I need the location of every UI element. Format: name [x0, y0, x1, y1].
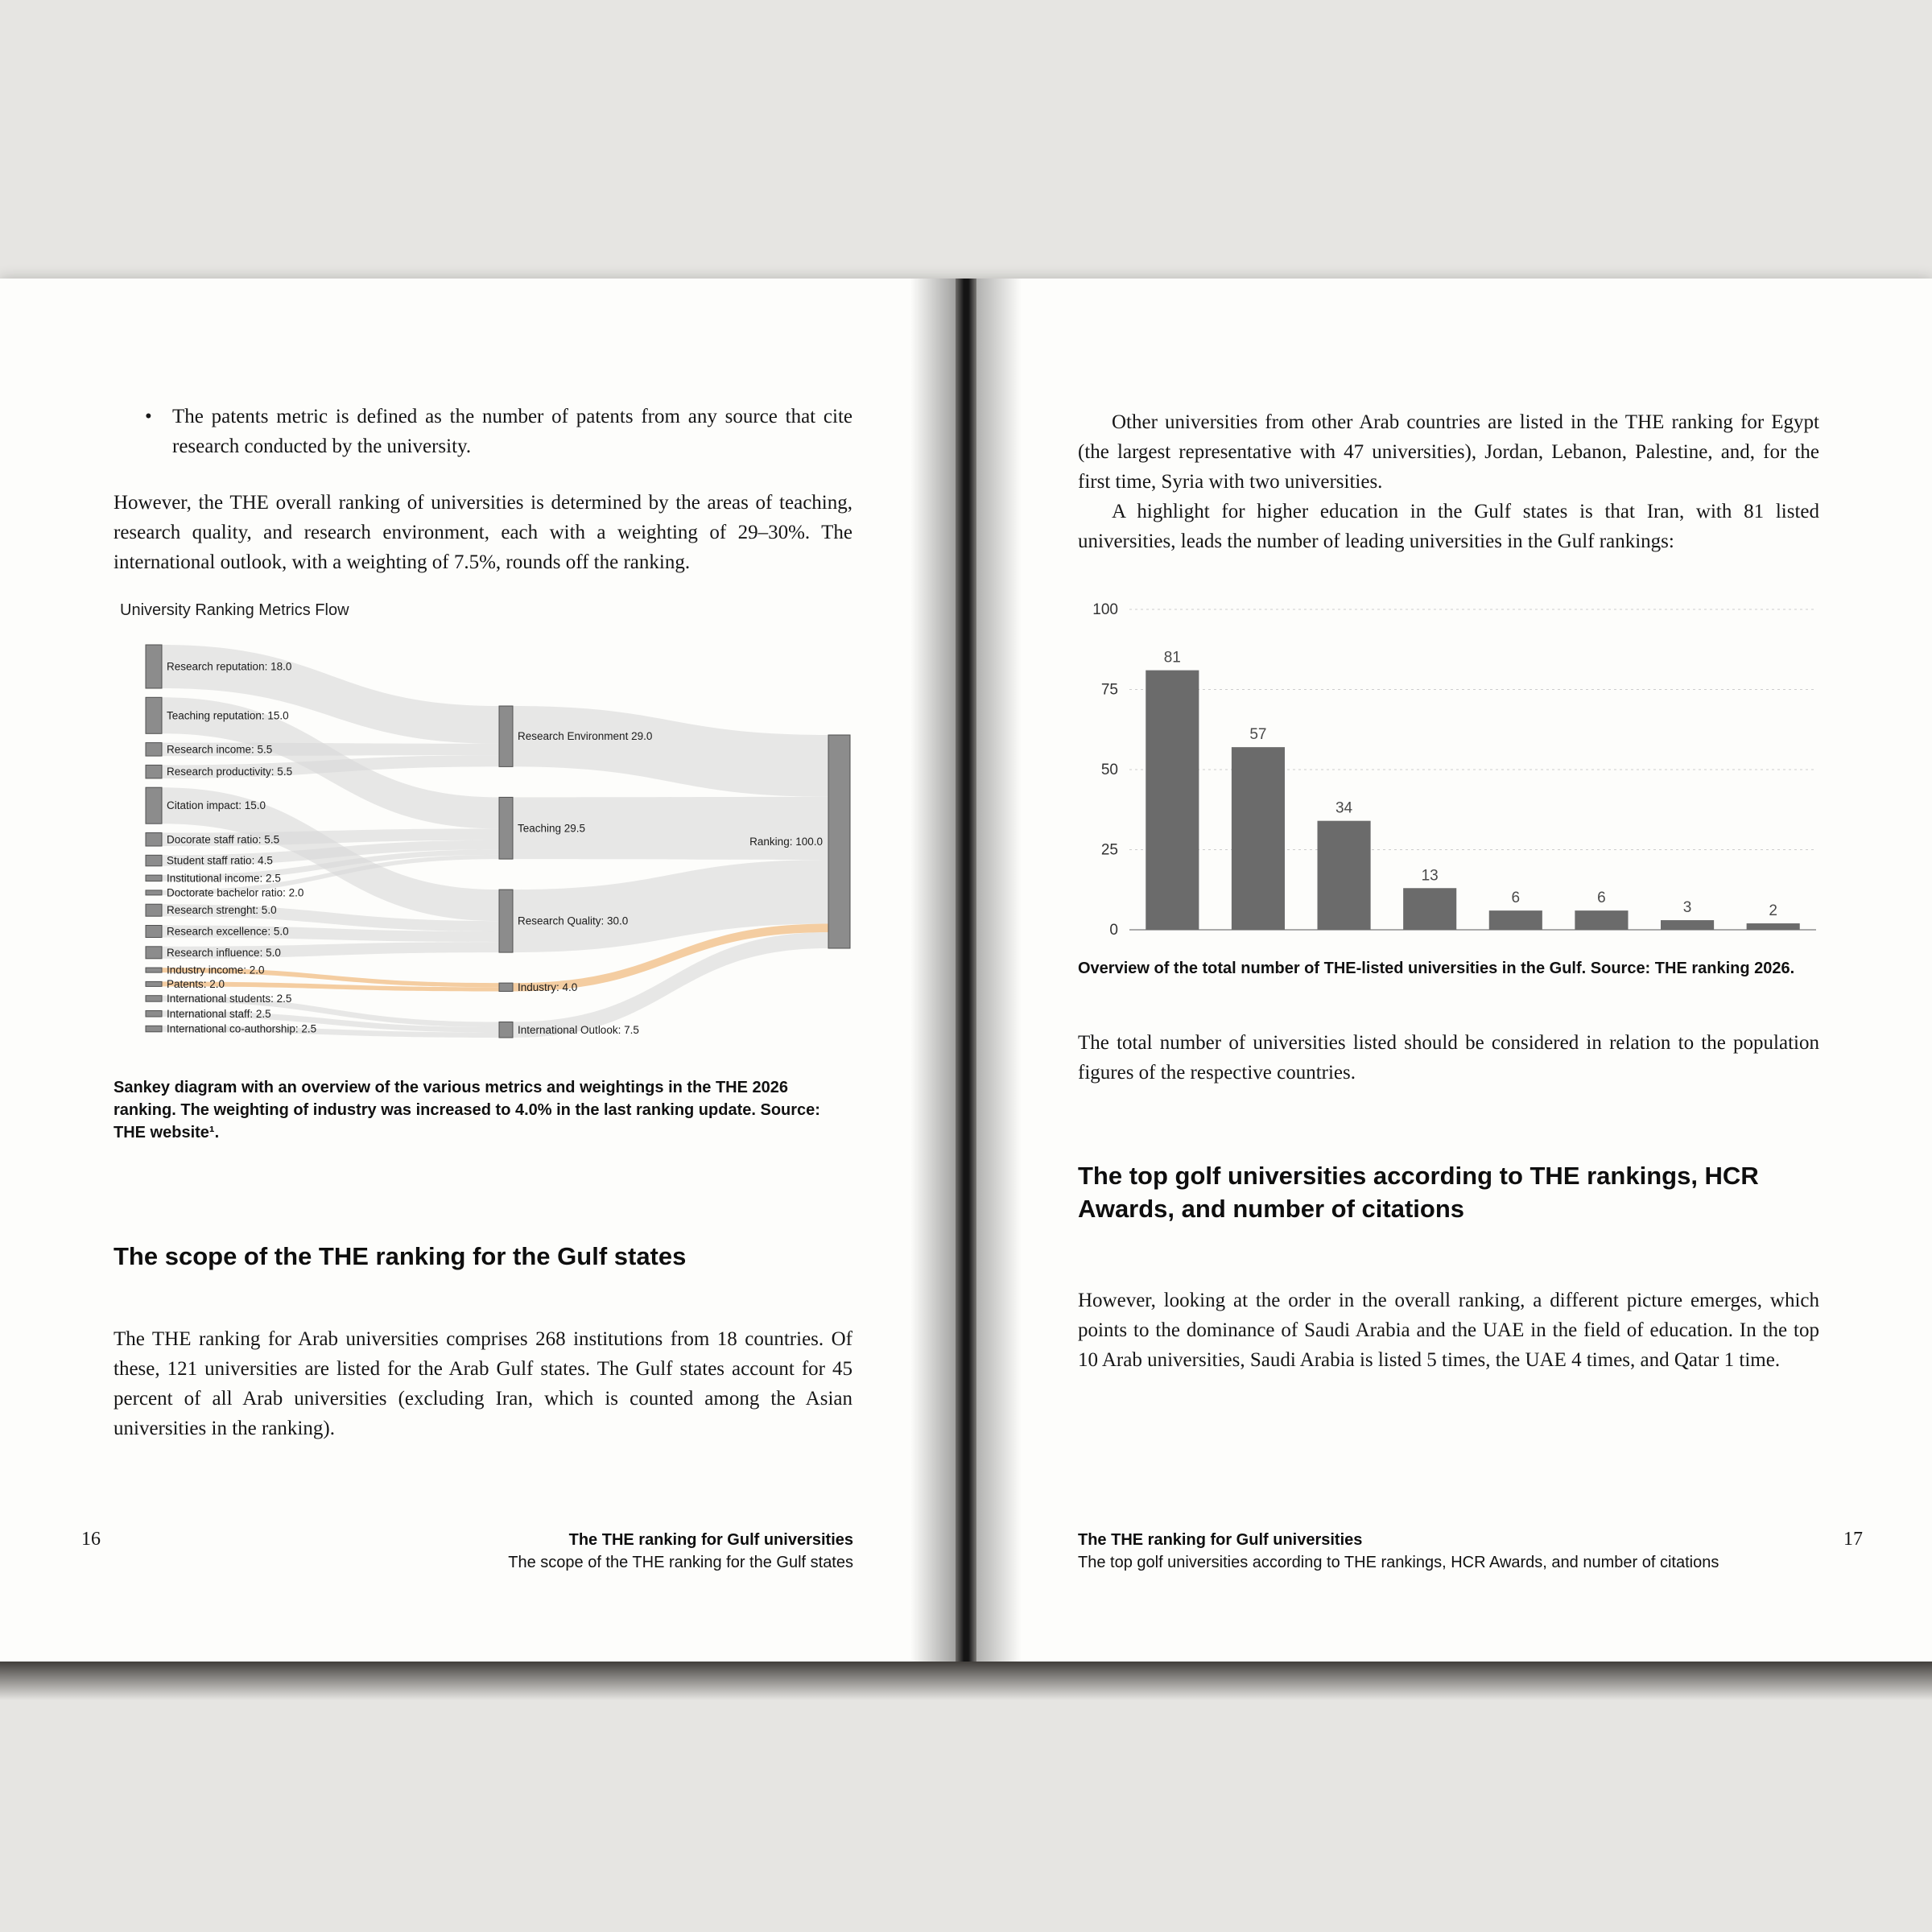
svg-text:6: 6	[1511, 890, 1521, 907]
section-heading-scope: The scope of the THE ranking for the Gulf states	[114, 1242, 687, 1270]
bullet-item-patents	[114, 402, 852, 461]
svg-text:Research productivity: 5.5: Research productivity: 5.5	[167, 766, 293, 778]
open-book-pages	[0, 279, 1932, 1662]
svg-text:0: 0	[1109, 922, 1118, 936]
svg-text:Docorate staff ratio: 5.5: Docorate staff ratio: 5.5	[167, 833, 280, 846]
sankey-chart-title: University Ranking Metrics Flow	[120, 601, 349, 619]
svg-text:57: 57	[1249, 726, 1267, 744]
svg-text:Industry income: 2.0: Industry income: 2.0	[167, 964, 265, 976]
page-left-footer	[508, 1529, 853, 1574]
svg-text:Doctorate bachelor ratio: 2.0: Doctorate bachelor ratio: 2.0	[167, 886, 304, 899]
svg-text:75: 75	[1100, 681, 1118, 699]
paragraph-dominance: However, looking at the order in the overall ranking, a different picture emerges, which points to the dominance of Saudi Arabia and the UAE in the field of education. In the top 10 Arab universities, Saudi Arabia is listed 5 times, the UAE 4 times, and Qatar 1 time.	[1078, 1290, 1819, 1371]
svg-text:Research influence: 5.0: Research influence: 5.0	[167, 946, 281, 959]
paragraph-ranking-areas: However, the THE overall ranking of universities is determined by the areas of teaching, research quality, and research environment, each with a weighting of 29–30%. The international outlook, with a weighting of 7.5%, rounds off the ranking.	[114, 492, 852, 573]
svg-text:International students: 2.5: International students: 2.5	[167, 992, 292, 1005]
page-left-content	[114, 279, 852, 1443]
svg-text:13: 13	[1421, 867, 1439, 885]
page-number-right: 17	[1843, 1529, 1863, 1550]
svg-text:Teaching 29.5: Teaching 29.5	[518, 822, 586, 835]
svg-text:Research Quality: 30.0: Research Quality: 30.0	[518, 914, 629, 927]
svg-text:3: 3	[1682, 899, 1692, 917]
svg-text:International staff: 2.5: International staff: 2.5	[167, 1007, 271, 1020]
paragraph-highlight-iran: A highlight for higher education in the Gulf states is that Iran, with 81 listed universities, leads the number of leading universities in the Gulf rankings:	[1078, 501, 1819, 552]
svg-text:Teaching reputation: 15.0: Teaching reputation: 15.0	[167, 709, 289, 722]
footer-section-title-right: The top golf universities according to THE rankings, HCR Awards, and number of citations	[1078, 1554, 1719, 1571]
page-right	[976, 279, 1932, 1662]
page-left	[0, 279, 956, 1662]
page-number-left: 16	[81, 1529, 101, 1550]
footer-chapter-title-left: The THE ranking for Gulf universities	[568, 1531, 853, 1549]
svg-text:Research strenght: 5.0: Research strenght: 5.0	[167, 904, 277, 917]
svg-text:6: 6	[1597, 890, 1606, 907]
bullet-text-patents: The patents metric is defined as the number of patents from any source that cite research conducted by the university.	[172, 406, 852, 457]
paragraph-other-countries: Other universities from other Arab countries are listed in the THE ranking for Egypt (the largest representative with 47 universities), Jordan, Lebanon, Palestine, and, for the first time, Syria with two universities.	[1078, 411, 1819, 493]
svg-text:Citation impact: 15.0: Citation impact: 15.0	[167, 799, 266, 812]
bar-chart-caption: Overview of the total number of THE-listed universities in the Gulf. Source: THE ranking 2026.	[1078, 960, 1795, 977]
page-right-footer	[1078, 1529, 1835, 1574]
svg-text:Ranking: 100.0: Ranking: 100.0	[749, 836, 823, 848]
sankey-chart	[114, 638, 852, 1045]
svg-text:International Outlook: 7.5: International Outlook: 7.5	[518, 1023, 639, 1036]
svg-text:Research excellence: 5.0: Research excellence: 5.0	[167, 925, 289, 938]
svg-text:Industry: 4.0: Industry: 4.0	[518, 980, 578, 993]
svg-text:Research Environment 29.0: Research Environment 29.0	[518, 730, 653, 743]
bullet-marker: •	[145, 406, 152, 427]
svg-text:25: 25	[1100, 841, 1118, 859]
svg-text:Student staff ratio: 4.5: Student staff ratio: 4.5	[167, 854, 273, 867]
section-heading-top-universities: The top golf universities according to THE rankings, HCR Awards, and number of citations	[1078, 1162, 1759, 1223]
svg-text:100: 100	[1092, 601, 1118, 618]
book-bottom-shadow	[0, 1662, 1932, 1700]
book-spine	[956, 279, 976, 1662]
page-right-content	[1078, 279, 1819, 1375]
svg-text:2: 2	[1769, 902, 1777, 920]
footer-chapter-title-right: The THE ranking for Gulf universities	[1078, 1531, 1363, 1549]
bar-chart-figure	[1078, 598, 1819, 936]
sankey-caption: Sankey diagram with an overview of the various metrics and weightings in the THE 2026 ranking. The weighting of industry was increased to 4.0% in the last ranking update. Source: THE website¹.	[114, 1079, 820, 1141]
svg-text:Research income: 5.5: Research income: 5.5	[167, 743, 273, 756]
svg-text:50: 50	[1100, 762, 1118, 778]
svg-text:81: 81	[1163, 649, 1181, 667]
svg-text:34: 34	[1335, 799, 1353, 817]
svg-text:Institutional income: 2.5: Institutional income: 2.5	[167, 872, 281, 885]
svg-text:International co-authorship: 2: International co-authorship: 2.5	[167, 1022, 317, 1035]
svg-text:Patents: 2.0: Patents: 2.0	[167, 977, 225, 990]
sankey-figure	[114, 601, 852, 1045]
svg-text:Research reputation: 18.0: Research reputation: 18.0	[167, 660, 292, 673]
paragraph-population: The total number of universities listed should be considered in relation to the population figures of the respective countries.	[1078, 1032, 1819, 1084]
footer-section-title-left: The scope of the THE ranking for the Gulf states	[508, 1554, 853, 1571]
bar-chart	[1078, 598, 1819, 936]
paragraph-scope: The THE ranking for Arab universities comprises 268 institutions from 18 countries. Of these, 121 universities are listed for the Arab Gulf states. The Gulf states account for 45 percent of all Arab universities (excluding Iran, which is counted among the Asian universities in the ranking).	[114, 1328, 852, 1439]
